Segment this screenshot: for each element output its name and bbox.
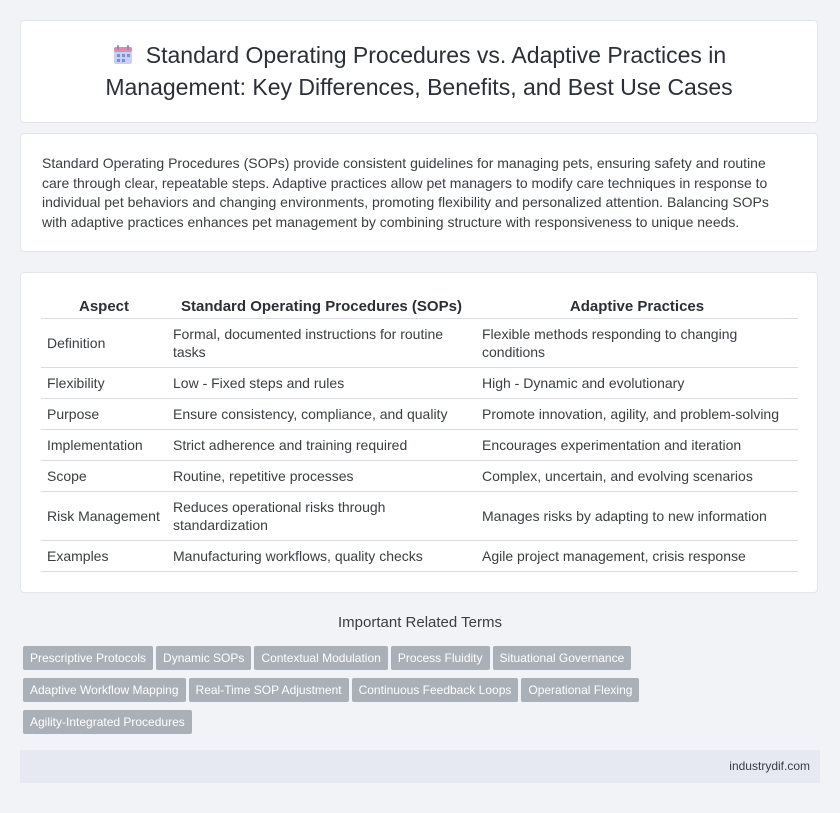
cell-aspect: Flexibility [41,368,167,399]
related-tag[interactable]: Contextual Modulation [254,646,387,670]
comparison-table [41,293,798,572]
related-tags [23,646,813,742]
cell-aspect: Implementation [41,430,167,461]
cell-aspect: Examples [41,541,167,572]
cell-aspect: Scope [41,461,167,492]
table-row [41,492,798,541]
calendar-icon [112,44,134,73]
cell-sops: Reduces operational risks through standardization [167,492,476,541]
header-adaptive: Adaptive Practices [476,293,798,319]
cell-sops: Low - Fixed steps and rules [167,368,476,399]
cell-adaptive: Flexible methods responding to changing conditions [476,319,798,368]
related-tag[interactable]: Real-Time SOP Adjustment [189,678,349,702]
table-row [41,399,798,430]
page-title-text: Standard Operating Procedures vs. Adaptive Practices in Management: Key Differences, Benefits, and Best Use Cases [105,42,733,100]
cell-adaptive: High - Dynamic and evolutionary [476,368,798,399]
table-row [41,461,798,492]
related-tag[interactable]: Agility-Integrated Procedures [23,710,192,734]
table-row [41,541,798,572]
cell-sops: Strict adherence and training required [167,430,476,461]
intro-card [20,133,818,252]
related-terms-title: Important Related Terms [338,614,502,631]
related-tag[interactable]: Situational Governance [493,646,632,670]
header-aspect: Aspect [41,293,167,319]
cell-adaptive: Manages risks by adapting to new information [476,492,798,541]
related-tag[interactable]: Dynamic SOPs [156,646,251,670]
cell-sops: Formal, documented instructions for routine tasks [167,319,476,368]
cell-sops: Manufacturing workflows, quality checks [167,541,476,572]
page-title [59,41,779,102]
footer-site-link[interactable]: industrydif.com [729,759,810,773]
table-row [41,319,798,368]
cell-aspect: Purpose [41,399,167,430]
footer [20,750,820,783]
related-tag[interactable]: Adaptive Workflow Mapping [23,678,186,702]
table-header-row [41,293,798,319]
related-tag[interactable]: Prescriptive Protocols [23,646,153,670]
header-sops: Standard Operating Procedures (SOPs) [167,293,476,319]
cell-sops: Ensure consistency, compliance, and quality [167,399,476,430]
related-tag[interactable]: Operational Flexing [521,678,639,702]
cell-adaptive: Promote innovation, agility, and problem-solving [476,399,798,430]
table-row [41,430,798,461]
cell-adaptive: Encourages experimentation and iteration [476,430,798,461]
title-card [20,20,818,123]
cell-adaptive: Agile project management, crisis response [476,541,798,572]
table-row [41,368,798,399]
cell-aspect: Definition [41,319,167,368]
cell-adaptive: Complex, uncertain, and evolving scenarios [476,461,798,492]
cell-aspect: Risk Management [41,492,167,541]
comparison-card [20,272,818,593]
intro-paragraph: Standard Operating Procedures (SOPs) provide consistent guidelines for managing pets, ensuring safety and routine care through clear, repeatable steps. Adaptive practices allow pet managers to modify care techniques in response to individual pet behaviors and changing environments, promoting flexibility and personalized attention. Balancing SOPs with adaptive practices enhances pet management by combining structure with responsiveness to unique needs. [42,155,769,230]
cell-sops: Routine, repetitive processes [167,461,476,492]
related-tag[interactable]: Process Fluidity [391,646,490,670]
related-tag[interactable]: Continuous Feedback Loops [352,678,519,702]
